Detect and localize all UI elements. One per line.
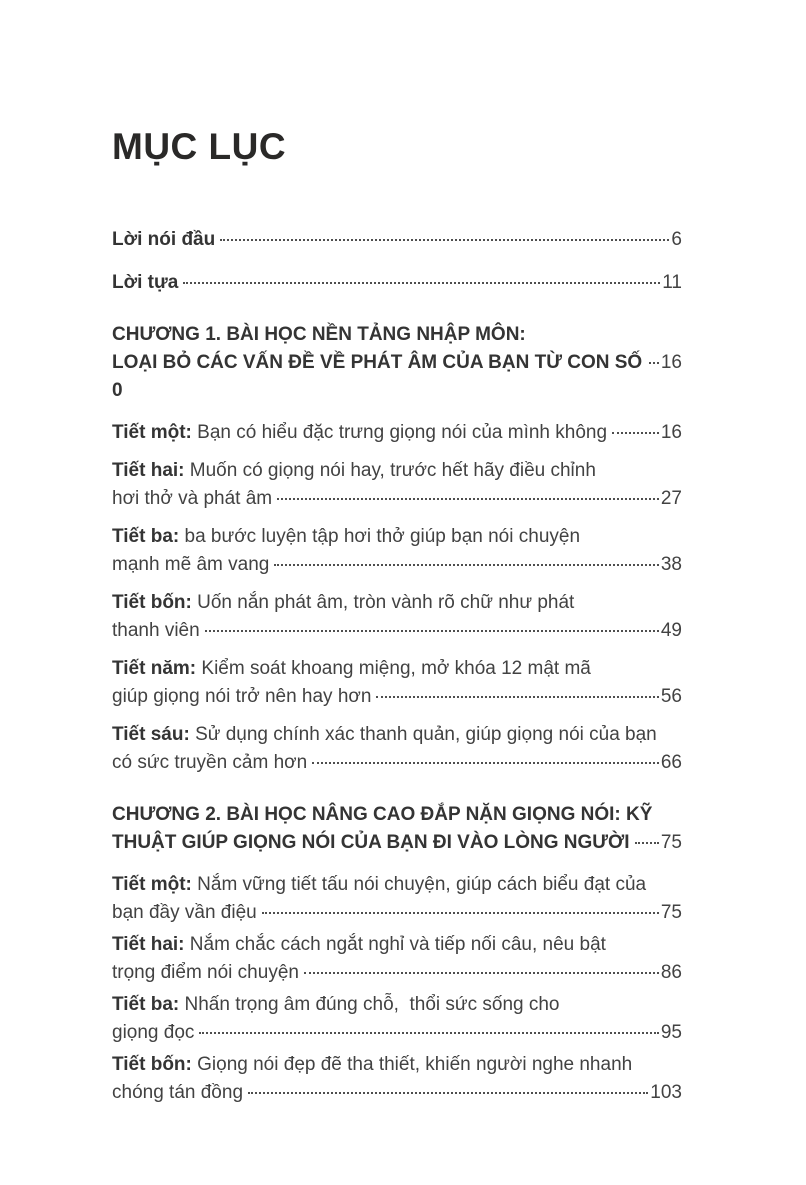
chapter-heading — [112, 321, 682, 405]
entry-text: bạn đầy vần điệu — [112, 902, 257, 923]
chapter-section — [112, 801, 682, 1107]
toc-line — [112, 589, 682, 617]
dot-leader — [199, 1032, 658, 1034]
page-number: 75 — [660, 902, 682, 923]
dot-leader — [220, 239, 669, 241]
toc-entry — [112, 991, 682, 1047]
toc-entry — [112, 1051, 682, 1107]
toc-entry-front — [112, 269, 682, 297]
toc-line — [112, 617, 682, 645]
chapter-heading — [112, 801, 682, 857]
dot-leader — [312, 762, 659, 764]
entry-text: Nắm vững tiết tấu nói chuyện, giúp cách biểu đạt của — [191, 874, 647, 895]
chapter-section — [112, 321, 682, 777]
page-number: 95 — [660, 1022, 682, 1043]
entry-label: Lời tựa — [112, 272, 179, 293]
page-number: 86 — [660, 962, 682, 983]
dot-leader — [376, 696, 658, 698]
entry-text: CHƯƠNG 2. BÀI HỌC NÂNG CAO ĐẮP NẶN GIỌNG NÓI: KỸ — [112, 804, 653, 825]
entry-text: ba bước luyện tập hơi thở giúp bạn nói chuyện — [179, 526, 581, 547]
entry-label: Tiết sáu: — [112, 724, 190, 745]
entry-label: Tiết bốn: — [112, 592, 192, 613]
page-number: 6 — [671, 229, 682, 250]
toc-entry — [112, 655, 682, 711]
toc-line — [112, 1051, 682, 1079]
toc-entry — [112, 931, 682, 987]
toc-line — [112, 226, 682, 254]
dot-leader — [274, 564, 659, 566]
toc-line — [112, 959, 682, 987]
toc-line — [112, 523, 682, 551]
page-number: 66 — [660, 752, 682, 773]
toc-line — [112, 871, 682, 899]
page-number: 11 — [662, 272, 682, 293]
page-title: MỤC LỤC — [112, 126, 287, 167]
page-number: 27 — [660, 488, 682, 509]
dot-leader — [612, 432, 659, 434]
toc-line — [112, 349, 682, 405]
entry-label: Tiết một: — [112, 422, 192, 443]
entry-label: Tiết ba: — [112, 526, 180, 547]
toc-line — [112, 269, 682, 297]
page-number: 38 — [660, 554, 682, 575]
page-number: 16 — [660, 422, 682, 443]
entry-text: LOẠI BỎ CÁC VẤN ĐỀ VỀ PHÁT ÂM CỦA BẠN TỪ CON SỐ 0 — [112, 352, 648, 401]
entry-label: Tiết một: — [112, 874, 192, 895]
entry-text: Nhấn trọng âm đúng chỗ, thổi sức sống cho — [179, 994, 560, 1015]
dot-leader — [183, 282, 660, 284]
toc-line — [112, 899, 682, 927]
toc-line — [112, 801, 682, 829]
page-number: 56 — [660, 686, 682, 707]
toc-line — [112, 485, 682, 513]
entry-text: Bạn có hiểu đặc trưng giọng nói của mình không — [191, 422, 608, 443]
toc-entry — [112, 419, 682, 447]
toc-line — [112, 1079, 682, 1107]
entry-text: Nắm chắc cách ngắt nghỉ và tiếp nối câu, nêu bật — [184, 934, 606, 955]
toc-line — [112, 829, 682, 857]
toc-entry — [112, 523, 682, 579]
entry-text: mạnh mẽ âm vang — [112, 554, 270, 575]
toc-line — [112, 551, 682, 579]
entry-text: giúp giọng nói trở nên hay hơn — [112, 686, 372, 707]
toc-line — [112, 683, 682, 711]
toc-line — [112, 931, 682, 959]
dot-leader — [649, 362, 659, 364]
entry-text: Muốn có giọng nói hay, trước hết hãy điều chỉnh — [184, 460, 596, 481]
toc-entry — [112, 589, 682, 645]
entry-label: Tiết bốn: — [112, 1054, 192, 1075]
entry-text: Kiểm soát khoang miệng, mở khóa 12 mật mã — [196, 658, 591, 679]
toc-line — [112, 1019, 682, 1047]
dot-leader — [248, 1092, 648, 1094]
page-number: 49 — [660, 620, 682, 641]
entry-text: thanh viên — [112, 620, 200, 641]
toc-entry — [112, 721, 682, 777]
entry-text: Giọng nói đẹp đẽ tha thiết, khiến người nghe nhanh — [191, 1054, 633, 1075]
page-number: 16 — [660, 352, 682, 373]
chapters-list — [112, 321, 682, 1107]
entry-text: CHƯƠNG 1. BÀI HỌC NỀN TẢNG NHẬP MÔN: — [112, 324, 526, 345]
toc-line — [112, 721, 682, 749]
toc-entry — [112, 871, 682, 927]
toc-entry — [112, 457, 682, 513]
front-matter-list — [112, 226, 682, 297]
entry-text: Uốn nắn phát âm, tròn vành rõ chữ như phát — [191, 592, 575, 613]
toc-line — [112, 655, 682, 683]
entry-text: giọng đọc — [112, 1022, 195, 1043]
toc-entry-front — [112, 226, 682, 254]
entry-label: Tiết hai: — [112, 934, 185, 955]
entry-text: chóng tán đồng — [112, 1082, 244, 1103]
dot-leader — [205, 630, 659, 632]
toc-line — [112, 457, 682, 485]
dot-leader — [262, 912, 659, 914]
page-number: 75 — [660, 832, 682, 853]
entry-label: Tiết năm: — [112, 658, 197, 679]
entry-label: Tiết ba: — [112, 994, 180, 1015]
dot-leader — [304, 972, 659, 974]
toc-line — [112, 321, 682, 349]
entry-text: trọng điểm nói chuyện — [112, 962, 299, 983]
entry-text: hơi thở và phát âm — [112, 488, 273, 509]
dot-leader — [635, 842, 659, 844]
toc-line — [112, 991, 682, 1019]
entry-label: Tiết hai: — [112, 460, 185, 481]
entry-text: THUẬT GIÚP GIỌNG NÓI CỦA BẠN ĐI VÀO LÒNG NGƯỜI — [112, 832, 630, 853]
dot-leader — [277, 498, 659, 500]
entry-label: Lời nói đầu — [112, 229, 216, 250]
toc-line — [112, 419, 682, 447]
entry-text: có sức truyền cảm hơn — [112, 752, 308, 773]
entry-text: Sử dụng chính xác thanh quản, giúp giọng nói của bạn — [189, 724, 657, 745]
page-number: 103 — [650, 1082, 682, 1103]
toc-line — [112, 749, 682, 777]
